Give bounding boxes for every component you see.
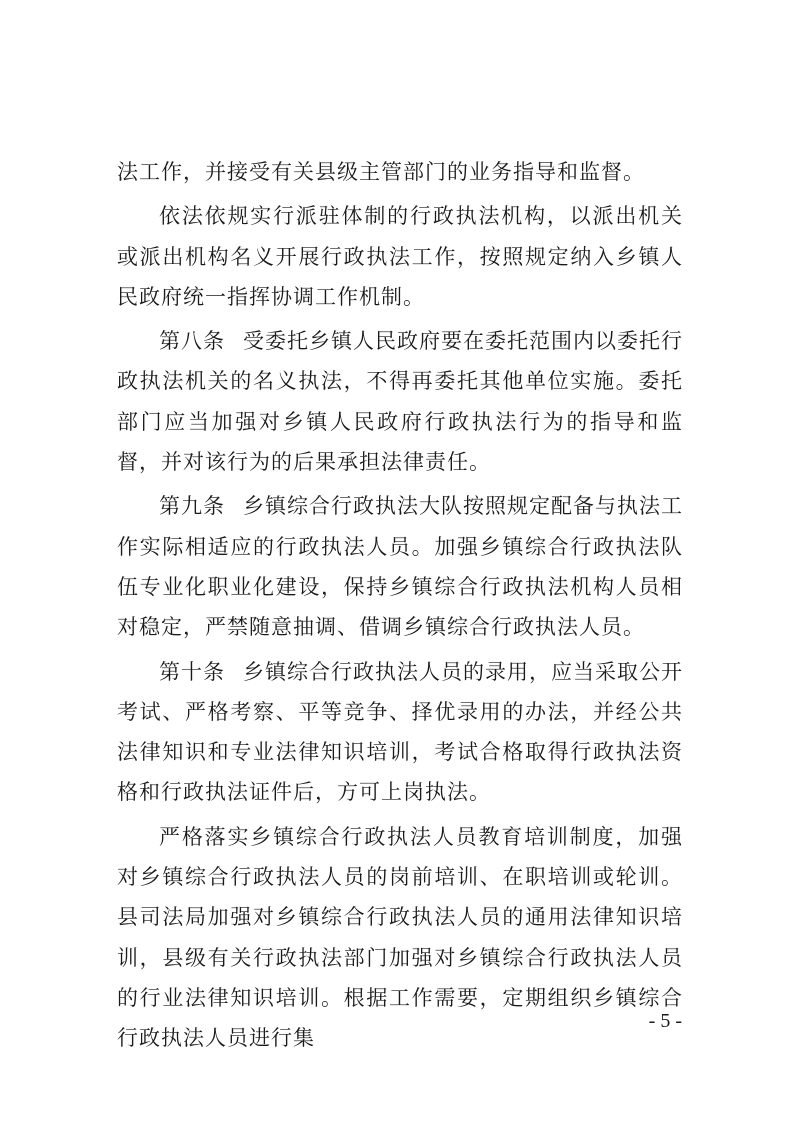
paragraph-text: 严格落实乡镇综合行政执法人员教育培训制度，加强对乡镇综合行政执法人员的岗前培训、在职培训或轮训。县司法局加强对乡镇综合行政执法人员的通用法律知识培训，县级有关行政执法部门加强对乡镇综合行政执法人员的行业法律知识培训。根据工作需要，定期组织乡镇综合行政执法人员进行集 bbox=[117, 824, 683, 1051]
article-number: 第十条 bbox=[159, 659, 225, 684]
document-body bbox=[117, 152, 683, 1059]
article-10 bbox=[117, 652, 683, 813]
article-number: 第九条 bbox=[159, 494, 225, 519]
paragraph-text: 依法依规实行派驻体制的行政执法机构，以派出机关或派出机构名义开展行政执法工作，按照规定纳入乡镇人民政府统一指挥协调工作机制。 bbox=[117, 204, 683, 309]
article-8 bbox=[117, 321, 683, 482]
paragraph-text: 法工作，并接受有关县级主管部门的业务指导和监督。 bbox=[117, 160, 645, 184]
paragraph-continuation bbox=[117, 152, 683, 192]
article-number: 第八条 bbox=[159, 329, 225, 354]
article-text: 乡镇综合行政执法大队按照规定配备与执法工作实际相适应的行政执法人员。加强乡镇综合行政执法队伍专业化职业化建设，保持乡镇综合行政执法机构人员相对稳定，严禁随意抽调、借调乡镇综合行政执法人员。 bbox=[117, 494, 683, 640]
article-text: 受委托乡镇人民政府要在委托范围内以委托行政执法机关的名义执法，不得再委托其他单位实施。委托部门应当加强对乡镇人民政府行政执法行为的指导和监督，并对该行为的后果承担法律责任。 bbox=[117, 329, 683, 475]
paragraph-training bbox=[117, 817, 683, 1059]
article-text: 乡镇综合行政执法人员的录用，应当采取公开考试、严格考察、平等竞争、择优录用的办法，并经公共法律知识和专业法律知识培训，考试合格取得行政执法资格和行政执法证件后，方可上岗执法。 bbox=[117, 659, 683, 805]
article-9 bbox=[117, 486, 683, 647]
paragraph-dispatched-agencies bbox=[117, 196, 683, 317]
page-number: - 5 - bbox=[648, 1010, 682, 1032]
